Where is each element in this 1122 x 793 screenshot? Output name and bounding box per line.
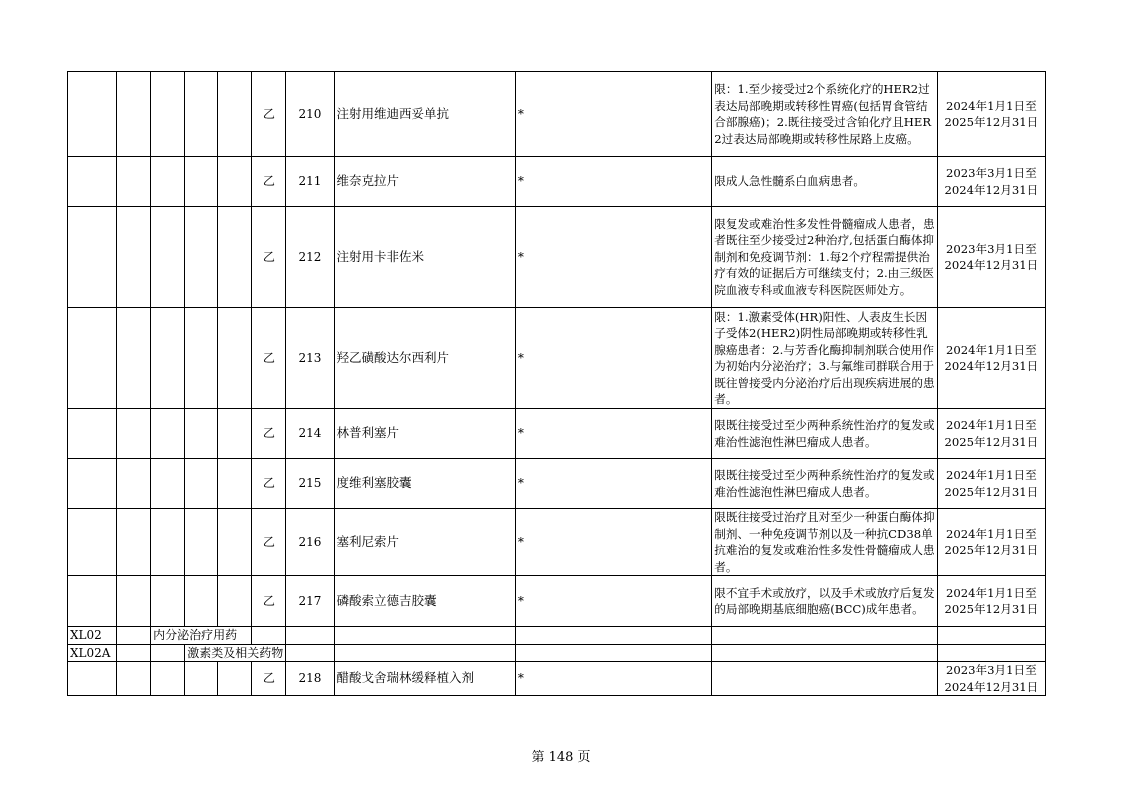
empty-code-cell [68, 576, 117, 627]
restriction-note-cell: 限既往接受过治疗且对至少一种蛋白酶体抑制剂、一种免疫调节剂以及一种抗CD38单抗难治的复发或难治性多发性骨髓瘤成人患者。 [712, 509, 937, 576]
insurance-class-cell: 乙 [252, 576, 286, 627]
empty-cell [515, 627, 711, 645]
marker-cell: * [515, 662, 711, 696]
empty-cell [117, 644, 151, 662]
drug-name-cell: 注射用卡非佐米 [334, 207, 515, 308]
empty-code-cell [117, 72, 151, 157]
drug-number-cell: 216 [286, 509, 334, 576]
drug-number-cell: 215 [286, 459, 334, 509]
empty-code-cell [218, 459, 252, 509]
validity-start: 2024年1月1日至 [946, 526, 1037, 541]
insurance-class-cell: 乙 [252, 72, 286, 157]
empty-code-cell [151, 308, 185, 409]
empty-cell [712, 644, 937, 662]
empty-code-cell [68, 207, 117, 308]
drug-row [68, 509, 1046, 576]
empty-cell [151, 644, 185, 662]
validity-end: 2025年12月31日 [944, 434, 1039, 449]
drug-row [68, 207, 1046, 308]
empty-cell [334, 627, 515, 645]
empty-code-cell [185, 509, 218, 576]
drug-number-cell: 217 [286, 576, 334, 627]
empty-cell [286, 644, 334, 662]
category-code-cell: XL02A [68, 644, 117, 662]
empty-code-cell [151, 509, 185, 576]
drug-row [68, 308, 1046, 409]
validity-period-cell [937, 509, 1045, 576]
validity-end: 2024年12月31日 [944, 182, 1039, 197]
validity-period-cell [937, 409, 1045, 459]
drug-name-cell: 度维利塞胶囊 [334, 459, 515, 509]
restriction-note-cell: 限不宜手术或放疗，以及手术或放疗后复发的局部晚期基底细胞癌(BCC)成年患者。 [712, 576, 937, 627]
drug-row [68, 662, 1046, 696]
restriction-note-cell: 限复发或难治性多发性骨髓瘤成人患者，患者既往至少接受过2种治疗,包括蛋白酶体抑制剂和免疫调节剂：1.每2个疗程需提供治疗有效的证据后方可继续支付；2.由三级医院血液专科或血液专科医院医师处方。 [712, 207, 937, 308]
marker-cell: * [515, 459, 711, 509]
drug-number-cell: 214 [286, 409, 334, 459]
empty-code-cell [185, 72, 218, 157]
empty-code-cell [185, 308, 218, 409]
empty-code-cell [218, 509, 252, 576]
empty-cell [515, 644, 711, 662]
empty-code-cell [218, 409, 252, 459]
empty-code-cell [218, 207, 252, 308]
validity-start: 2024年1月1日至 [946, 98, 1037, 113]
drug-catalog-table [67, 71, 1046, 696]
empty-code-cell [185, 662, 218, 696]
drug-row [68, 157, 1046, 207]
empty-cell [712, 627, 937, 645]
drug-name-cell: 维奈克拉片 [334, 157, 515, 207]
insurance-class-cell: 乙 [252, 409, 286, 459]
validity-start: 2023年3月1日至 [946, 241, 1037, 256]
empty-cell [117, 627, 151, 645]
empty-cell [334, 644, 515, 662]
empty-code-cell [151, 662, 185, 696]
drug-number-cell: 212 [286, 207, 334, 308]
empty-code-cell [151, 459, 185, 509]
validity-start: 2024年1月1日至 [946, 418, 1037, 432]
drug-row [68, 576, 1046, 627]
drug-name-cell: 注射用维迪西妥单抗 [334, 72, 515, 157]
validity-period-cell [937, 157, 1045, 207]
validity-end: 2024年12月31日 [944, 679, 1039, 694]
category-row [68, 627, 1046, 645]
empty-code-cell [68, 509, 117, 576]
validity-end: 2025年12月31日 [944, 484, 1039, 499]
empty-code-cell [185, 207, 218, 308]
validity-period-cell [937, 72, 1045, 157]
drug-number-cell: 218 [286, 662, 334, 696]
drug-number-cell: 210 [286, 72, 334, 157]
empty-code-cell [151, 207, 185, 308]
validity-start: 2024年1月1日至 [946, 468, 1037, 482]
empty-code-cell [185, 576, 218, 627]
insurance-class-cell: 乙 [252, 157, 286, 207]
marker-cell: * [515, 409, 711, 459]
insurance-class-cell: 乙 [252, 308, 286, 409]
empty-code-cell [218, 576, 252, 627]
empty-code-cell [117, 157, 151, 207]
drug-name-cell: 林普利塞片 [334, 409, 515, 459]
validity-period-cell [937, 576, 1045, 627]
validity-period-cell [937, 308, 1045, 409]
category-row [68, 644, 1046, 662]
insurance-class-cell: 乙 [252, 662, 286, 696]
empty-code-cell [117, 207, 151, 308]
drug-number-cell: 213 [286, 308, 334, 409]
validity-start: 2023年3月1日至 [946, 663, 1037, 677]
validity-start: 2024年1月1日至 [946, 342, 1037, 357]
empty-code-cell [151, 157, 185, 207]
empty-code-cell [68, 409, 117, 459]
empty-code-cell [68, 72, 117, 157]
restriction-note-cell: 限成人急性髓系白血病患者。 [712, 157, 937, 207]
validity-end: 2025年12月31日 [944, 543, 1039, 557]
restriction-note-cell: 限：1.激素受体(HR)阳性、人表皮生长因子受体2(HER2)阴性局部晚期或转移性乳腺癌患者：2.与芳香化酶抑制剂联合使用作为初始内分泌治疗；3.与氟维司群联合用于既往曾接受内分泌治疗后出现疾病进展的患者。 [712, 308, 937, 409]
empty-code-cell [117, 409, 151, 459]
validity-period-cell [937, 662, 1045, 696]
empty-code-cell [117, 459, 151, 509]
category-label-cell: 激素类及相关药物 [185, 644, 286, 662]
validity-end: 2025年12月31日 [944, 602, 1039, 616]
empty-cell [286, 627, 334, 645]
drug-number-cell: 211 [286, 157, 334, 207]
validity-period-cell [937, 207, 1045, 308]
insurance-class-cell: 乙 [252, 459, 286, 509]
marker-cell: * [515, 308, 711, 409]
empty-code-cell [117, 662, 151, 696]
drug-row [68, 409, 1046, 459]
drug-name-cell: 羟乙磺酸达尔西利片 [334, 308, 515, 409]
empty-code-cell [151, 576, 185, 627]
empty-code-cell [68, 459, 117, 509]
restriction-note-cell: 限：1.至少接受过2个系统化疗的HER2过表达局部晚期或转移性胃癌(包括胃食管结合部腺癌)；2.既往接受过含铂化疗且HER2过表达局部晚期或转移性尿路上皮癌。 [712, 72, 937, 157]
empty-code-cell [218, 157, 252, 207]
empty-code-cell [68, 157, 117, 207]
validity-end: 2024年12月31日 [944, 359, 1039, 373]
empty-code-cell [68, 308, 117, 409]
validity-end: 2025年12月31日 [944, 115, 1039, 129]
empty-code-cell [117, 576, 151, 627]
drug-name-cell: 醋酸戈舍瑞林缓释植入剂 [334, 662, 515, 696]
empty-cell [937, 627, 1045, 645]
empty-code-cell [218, 308, 252, 409]
empty-cell [252, 627, 286, 645]
restriction-note-cell: 限既往接受过至少两种系统性治疗的复发或难治性滤泡性淋巴瘤成人患者。 [712, 459, 937, 509]
restriction-note-cell [712, 662, 937, 696]
category-code-cell: XL02 [68, 627, 117, 645]
empty-code-cell [218, 72, 252, 157]
empty-code-cell [68, 662, 117, 696]
validity-start: 2024年1月1日至 [946, 585, 1037, 600]
marker-cell: * [515, 207, 711, 308]
marker-cell: * [515, 157, 711, 207]
marker-cell: * [515, 72, 711, 157]
marker-cell: * [515, 509, 711, 576]
empty-code-cell [185, 157, 218, 207]
insurance-class-cell: 乙 [252, 509, 286, 576]
empty-code-cell [117, 308, 151, 409]
drug-name-cell: 塞利尼索片 [334, 509, 515, 576]
page-number: 第 148 页 [531, 750, 591, 765]
empty-code-cell [185, 409, 218, 459]
empty-code-cell [151, 409, 185, 459]
restriction-note-cell: 限既往接受过至少两种系统性治疗的复发或难治性滤泡性淋巴瘤成人患者。 [712, 409, 937, 459]
empty-cell [937, 644, 1045, 662]
validity-start: 2023年3月1日至 [946, 166, 1037, 180]
drug-name-cell: 磷酸索立德吉胶囊 [334, 576, 515, 627]
empty-code-cell [117, 509, 151, 576]
category-label-cell: 内分泌治疗用药 [151, 627, 252, 645]
drug-row [68, 459, 1046, 509]
validity-period-cell [937, 459, 1045, 509]
empty-code-cell [185, 459, 218, 509]
validity-end: 2024年12月31日 [944, 258, 1039, 272]
insurance-class-cell: 乙 [252, 207, 286, 308]
empty-code-cell [218, 662, 252, 696]
drug-row [68, 72, 1046, 157]
marker-cell: * [515, 576, 711, 627]
empty-code-cell [151, 72, 185, 157]
